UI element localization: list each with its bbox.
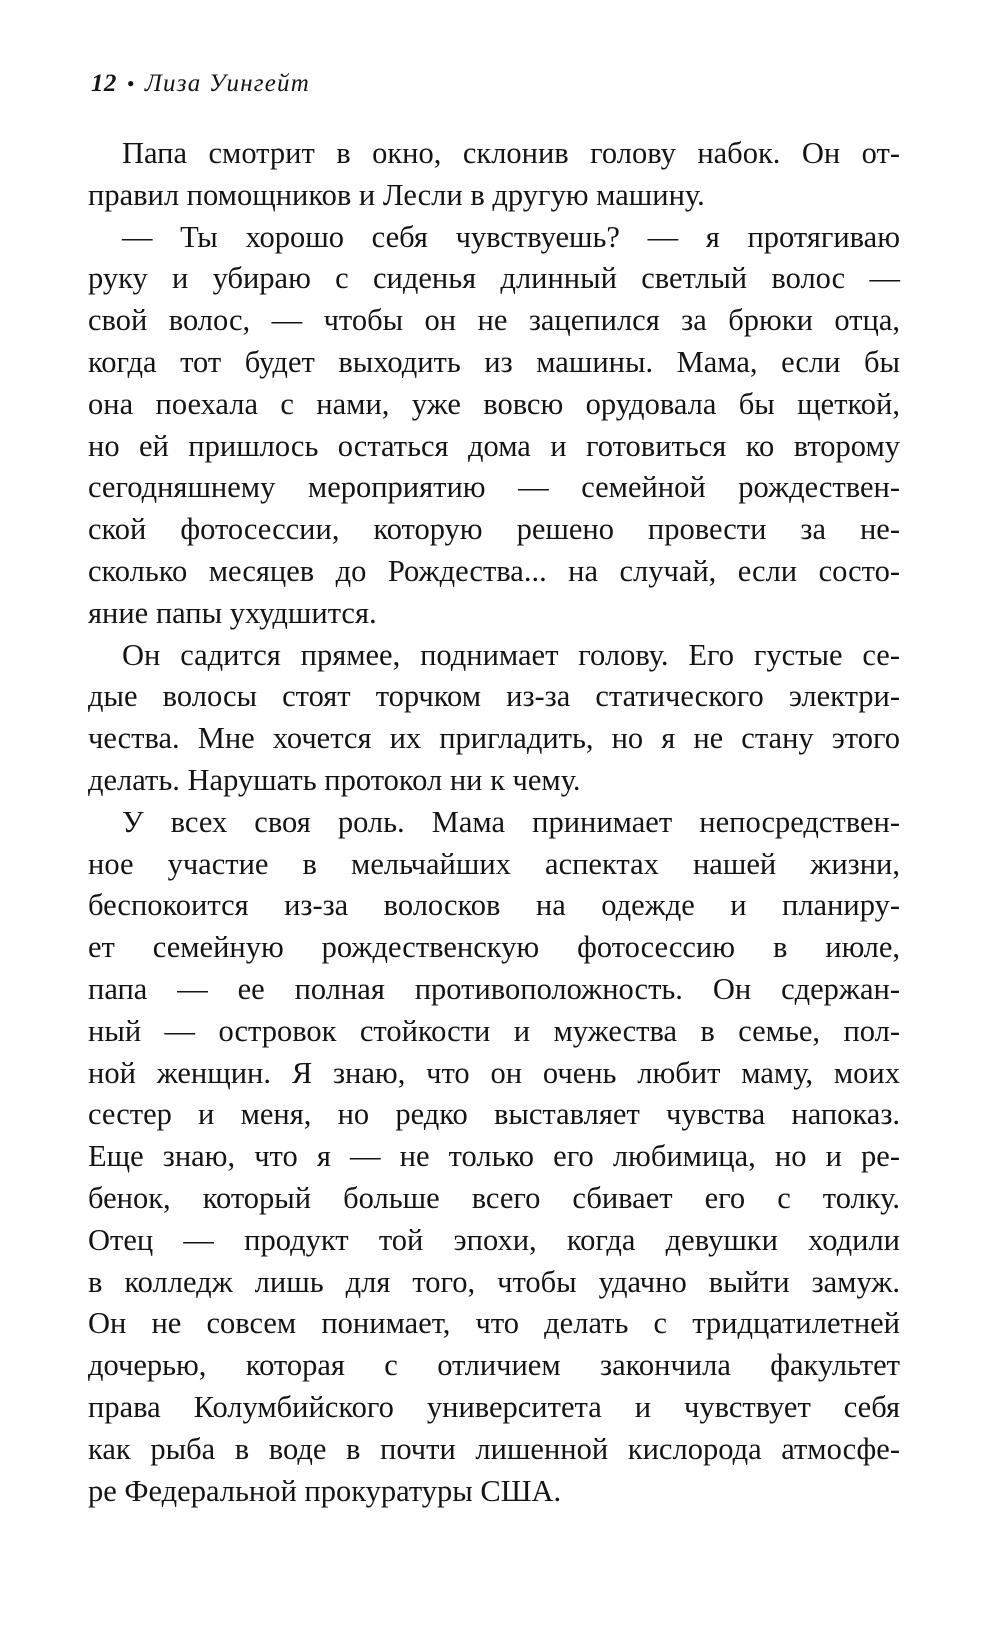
author-name: Лиза Уингейт [144, 70, 311, 97]
paragraph [88, 133, 900, 217]
body-text [88, 133, 900, 1512]
text-line: Он не совсем понимает, что делать с тридцатилетней [88, 1306, 900, 1341]
text-line: сестер и меня, но редко выставляет чувства напоказ. [88, 1097, 900, 1132]
text-line: сегодняшнему мероприятию — семейной рождествен- [88, 470, 900, 505]
page-number: 12 [91, 70, 117, 97]
text-line: ное участие в мельчайших аспектах нашей жизни, [88, 846, 900, 881]
text-line: сколько месяцев до Рождества... на случай, если состо- [88, 553, 900, 588]
text-line: в колледж лишь для того, чтобы удачно выйти замуж. [88, 1264, 900, 1299]
text-line: ре Федеральной прокуратуры США. [88, 1473, 562, 1508]
text-line: права Колумбийского университета и чувствует себя [88, 1389, 900, 1424]
text-line: дочерью, которая с отличием закончила факультет [88, 1348, 900, 1383]
paragraph [88, 217, 900, 635]
text-line: ской фотосессии, которую решено провести за не- [88, 512, 900, 547]
text-line: свой волос, — чтобы он не зацепился за брюки отца, [88, 303, 900, 338]
text-line: как рыба в воде в почти лишенной кислорода атмосфе- [88, 1431, 900, 1466]
text-line: делать. Нарушать протокол ни к чему. [88, 762, 581, 797]
text-line: правил помощников и Лесли в другую машину. [88, 177, 705, 212]
text-line: ный — островок стойкости и мужества в семье, пол- [88, 1013, 900, 1048]
text-line: — Ты хорошо себя чувствуешь? — я протягиваю [122, 219, 900, 254]
text-line: дые волосы стоят торчком из-за статического электри- [88, 679, 900, 714]
text-line: Папа смотрит в окно, склонив голову набок. Он от- [122, 136, 900, 170]
text-line: когда тот будет выходить из машины. Мама, если бы [88, 344, 900, 379]
text-line: бенок, который больше всего сбивает его с толку. [88, 1180, 900, 1215]
text-line: У всех своя роль. Мама принимает непосредствен- [122, 804, 900, 839]
text-line: ной женщин. Я знаю, что он очень любит маму, моих [88, 1055, 900, 1090]
text-line: беспокоится из-за волосков на одежде и планиру- [88, 888, 900, 923]
running-header [91, 70, 310, 98]
text-line: Еще знаю, что я — не только его любимица, но и ре- [88, 1139, 900, 1174]
paragraph [88, 802, 900, 1513]
text-line: она поехала с нами, уже вовсю орудовала бы щеткой, [88, 386, 900, 421]
paragraph [88, 635, 900, 802]
text-line: папа — ее полная противоположность. Он сдержан- [88, 971, 900, 1006]
text-line: яние папы ухудшится. [88, 595, 377, 630]
text-line: Он садится прямее, поднимает голову. Его густые се- [122, 637, 900, 672]
text-line: чества. Мне хочется их пригладить, но я не стану этого [88, 721, 900, 756]
header-separator: • [126, 71, 135, 96]
text-line: Отец — продукт той эпохи, когда девушки ходили [88, 1222, 900, 1257]
text-line: но ей пришлось остаться дома и готовиться ко второму [88, 428, 900, 463]
text-line: ет семейную рождественскую фотосессию в июле, [88, 930, 900, 965]
text-line: руку и убираю с сиденья длинный светлый волос — [88, 261, 900, 296]
